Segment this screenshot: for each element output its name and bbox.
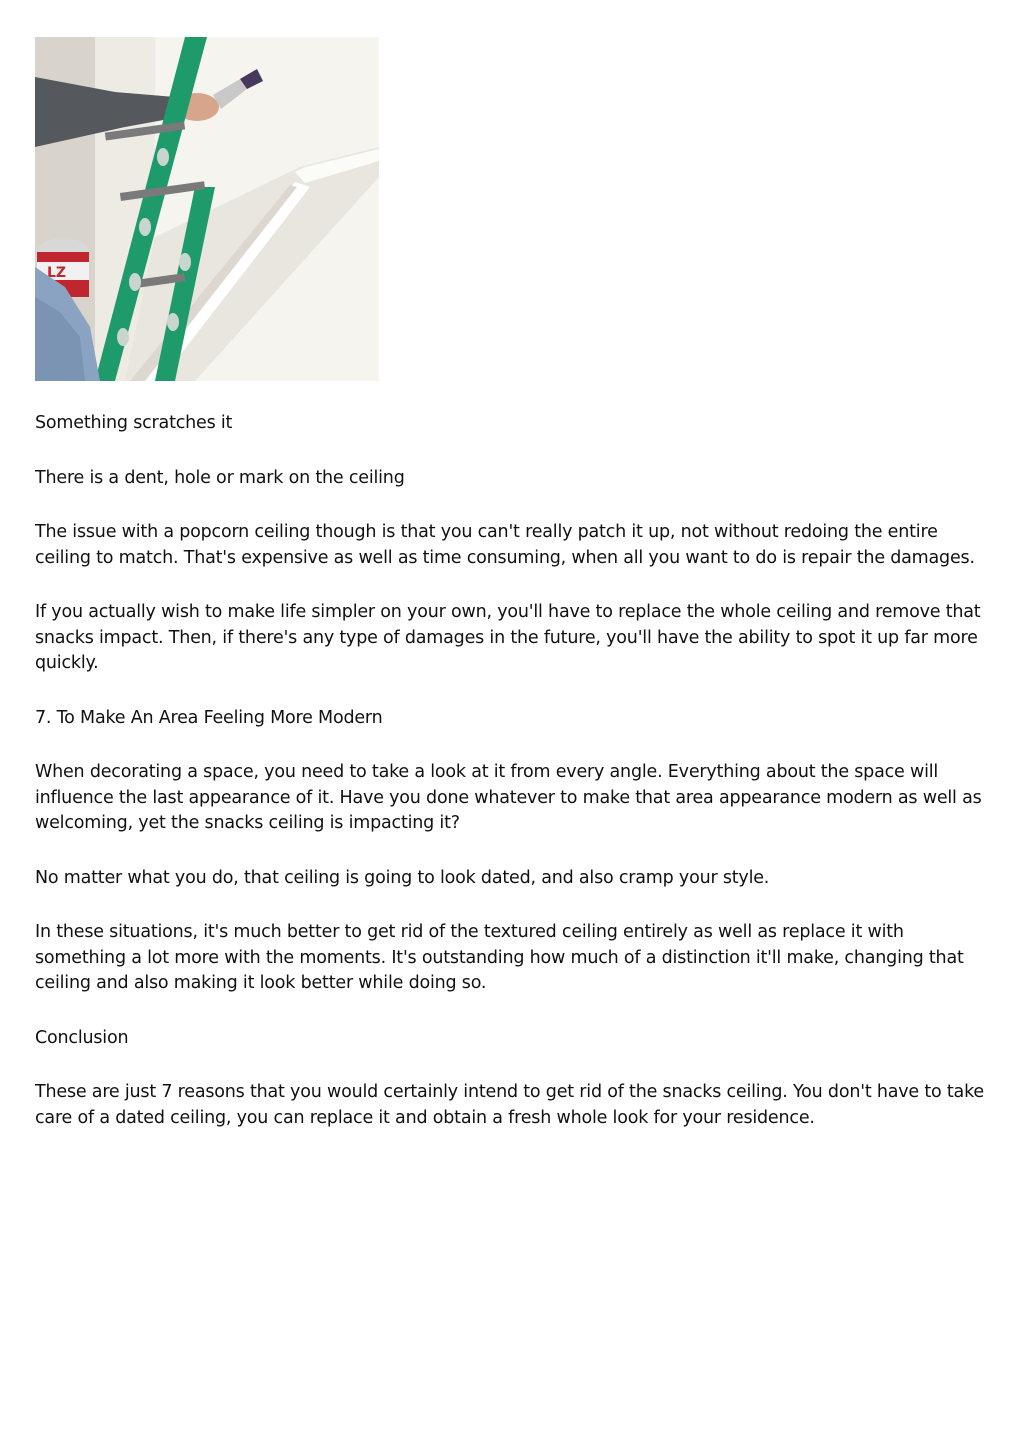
paragraph-decorating: When decorating a space, you need to take a look at it from every angle. Everything about the space will influence the last appearance of it. Have you done whatever to make that area appearance modern as well as welcoming, yet the snacks ceiling is impacting it? (35, 762, 982, 833)
paragraph-replace-ceiling: If you actually wish to make life simpler on your own, you'll have to replace the whole ceiling and remove that snacks impact. Then, if there's any type of damages in the future, you'll have the ability to spot it up far more quickly. (35, 602, 981, 673)
paragraph-dent: There is a dent, hole or mark on the ceiling (35, 467, 405, 488)
paragraph-dated-ceiling: No matter what you do, that ceiling is going to look dated, and also cramp your style. (35, 867, 770, 888)
article-body (35, 411, 990, 1131)
paragraph-patch-issue: The issue with a popcorn ceiling though is that you can't really patch it up, not without redoing the entire ceiling to match. That's expensive as well as time consuming, when all you want to do is repair the damages. (35, 522, 975, 568)
painter-on-ladder-photo (35, 37, 379, 381)
paragraph-conclusion: These are just 7 reasons that you would certainly intend to get rid of the snacks ceiling. You don't have to take care of a dated ceiling, you can replace it and obtain a fresh whole look for your residence. (35, 1082, 984, 1128)
paint-can-label: LZ (47, 265, 67, 281)
paragraph-situations: In these situations, it's much better to get rid of the textured ceiling entirely as well as replace it with something a lot more with the moments. It's outstanding how much of a distinction it'll make, changing that ceiling and also making it look better while doing so. (35, 922, 964, 993)
paragraph-scratches: Something scratches it (35, 413, 233, 433)
heading-make-area-modern: 7. To Make An Area Feeling More Modern (35, 707, 383, 728)
heading-conclusion: Conclusion (35, 1027, 129, 1048)
document-page (35, 37, 990, 1160)
